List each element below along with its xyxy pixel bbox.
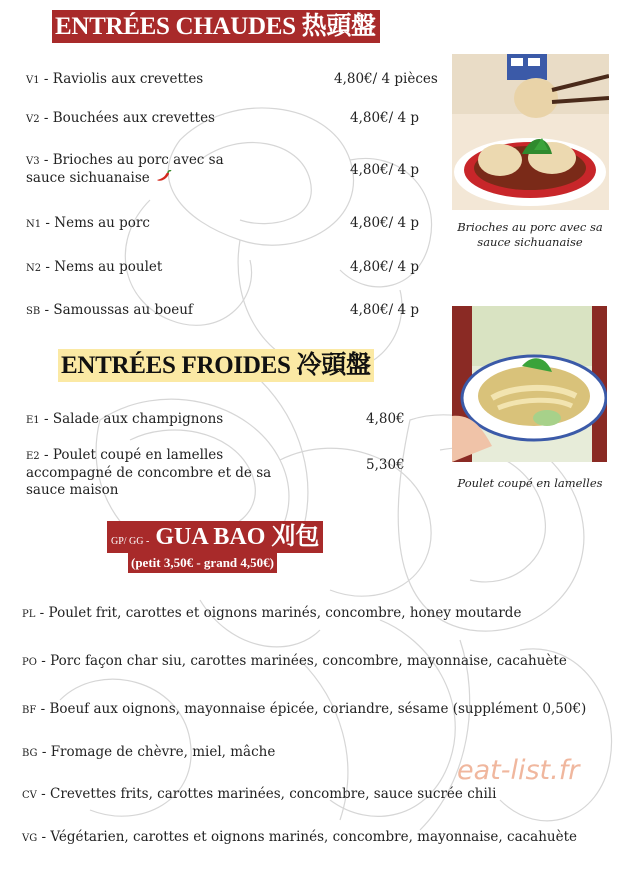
gua-bao-title (107, 521, 323, 553)
item-name: Porc façon char siu, carottes marinées, concombre, mayonnaise, cacahuète (50, 653, 567, 669)
item-name: Nems au poulet (54, 259, 163, 275)
item-code: V2 (26, 114, 40, 125)
menu-item: V2 - Bouchées aux crevettes (26, 110, 215, 126)
item-name: Crevettes frits, carottes marinées, concombre, sauce sucrée chili (50, 786, 497, 802)
item-price: 4,80€ (366, 411, 405, 427)
gua-bao-prices: (petit 3,50€ - grand 4,50€) (128, 553, 277, 573)
chili-pepper-icon (154, 170, 172, 184)
item-name: Poulet coupé en lamelles accompagné de concombre et de sa sauce maison (26, 447, 272, 498)
chicken-caption: Poulet coupé en lamelles (457, 476, 603, 490)
menu-item: BF - Boeuf aux oignons, mayonnaise épicée, coriandre, sésame (supplément 0,50€) (22, 701, 587, 717)
item-price: 4,80€/ 4 p (350, 110, 420, 126)
watermark: eat-list.fr (457, 755, 580, 786)
item-name: Poulet frit, carottes et oignons marinés, concombre, honey moutarde (48, 605, 522, 621)
item-name: Samoussas au boeuf (53, 302, 193, 318)
gua-bao-code-prefix: GP/ GG - (111, 536, 150, 547)
item-name: Végétarien, carottes et oignons marinés, concombre, mayonnaise, cacahuète (50, 829, 578, 845)
item-code: V3 (26, 156, 40, 167)
hot-starters-title: ENTRÉES CHAUDES 热頭盤 (52, 10, 380, 43)
menu-item: E2 - Poulet coupé en lamelles accompagné de concombre et de sa sauce maison (26, 447, 272, 498)
item-price: 4,80€/ 4 p (350, 215, 420, 231)
item-code: E1 (26, 415, 40, 426)
item-name: Raviolis aux crevettes (52, 71, 204, 87)
menu-item: PL - Poulet frit, carottes et oignons marinés, concombre, honey moutarde (22, 605, 522, 621)
item-code: BF (22, 705, 37, 716)
item-price: 4,80€/ 4 p (350, 162, 420, 178)
item-name: Fromage de chèvre, miel, mâche (50, 744, 276, 760)
item-price: 4,80€/ 4 pièces (334, 71, 438, 87)
brioches-illustration (452, 54, 609, 210)
menu-item: SB - Samoussas au boeuf (26, 302, 193, 318)
item-code: N1 (26, 219, 42, 230)
item-code: V1 (26, 75, 40, 86)
menu-item: CV - Crevettes frits, carottes marinées, concombre, sauce sucrée chili (22, 786, 497, 802)
cold-starters-title: ENTRÉES FROIDES 冷頭盤 (58, 349, 374, 382)
item-name: Salade aux champignons (52, 411, 224, 427)
chicken-photo (452, 306, 607, 462)
item-price: 4,80€/ 4 p (350, 302, 420, 318)
item-name: Brioches au porc avec sa sauce sichuanaise (26, 152, 224, 186)
item-code: CV (22, 790, 37, 801)
item-price: 4,80€/ 4 p (350, 259, 420, 275)
brioches-photo (452, 54, 609, 210)
item-price: 5,30€ (366, 457, 405, 473)
item-name: Boeuf aux oignons, mayonnaise épicée, coriandre, sésame (supplément 0,50€) (49, 701, 587, 717)
item-name: Bouchées aux crevettes (52, 110, 215, 126)
gua-bao-title-text: GUA BAO 刈包 (155, 524, 320, 550)
item-code: PO (22, 657, 37, 668)
menu-item: BG - Fromage de chèvre, miel, mâche (22, 744, 276, 760)
item-code: BG (22, 748, 38, 759)
menu-item: V3 - Brioches au porc avec sa sauce sichuanaise (26, 152, 224, 186)
item-code: VG (22, 833, 38, 844)
menu-item: V1 - Raviolis aux crevettes (26, 71, 204, 87)
menu-item: N2 - Nems au poulet (26, 259, 163, 275)
item-code: PL (22, 609, 36, 620)
item-code: N2 (26, 263, 42, 274)
item-name: Nems au porc (54, 215, 150, 231)
menu-item: PO - Porc façon char siu, carottes marinées, concombre, mayonnaise, cacahuète (22, 653, 567, 669)
chicken-illustration (452, 306, 607, 462)
menu-item: E1 - Salade aux champignons (26, 411, 224, 427)
menu-item: VG - Végétarien, carottes et oignons marinés, concombre, mayonnaise, cacahuète (22, 829, 578, 845)
item-code: SB (26, 306, 41, 317)
brioches-caption: Brioches au porc avec sa sauce sichuanaise (457, 220, 603, 249)
menu-item: N1 - Nems au porc (26, 215, 150, 231)
item-code: E2 (26, 451, 40, 462)
